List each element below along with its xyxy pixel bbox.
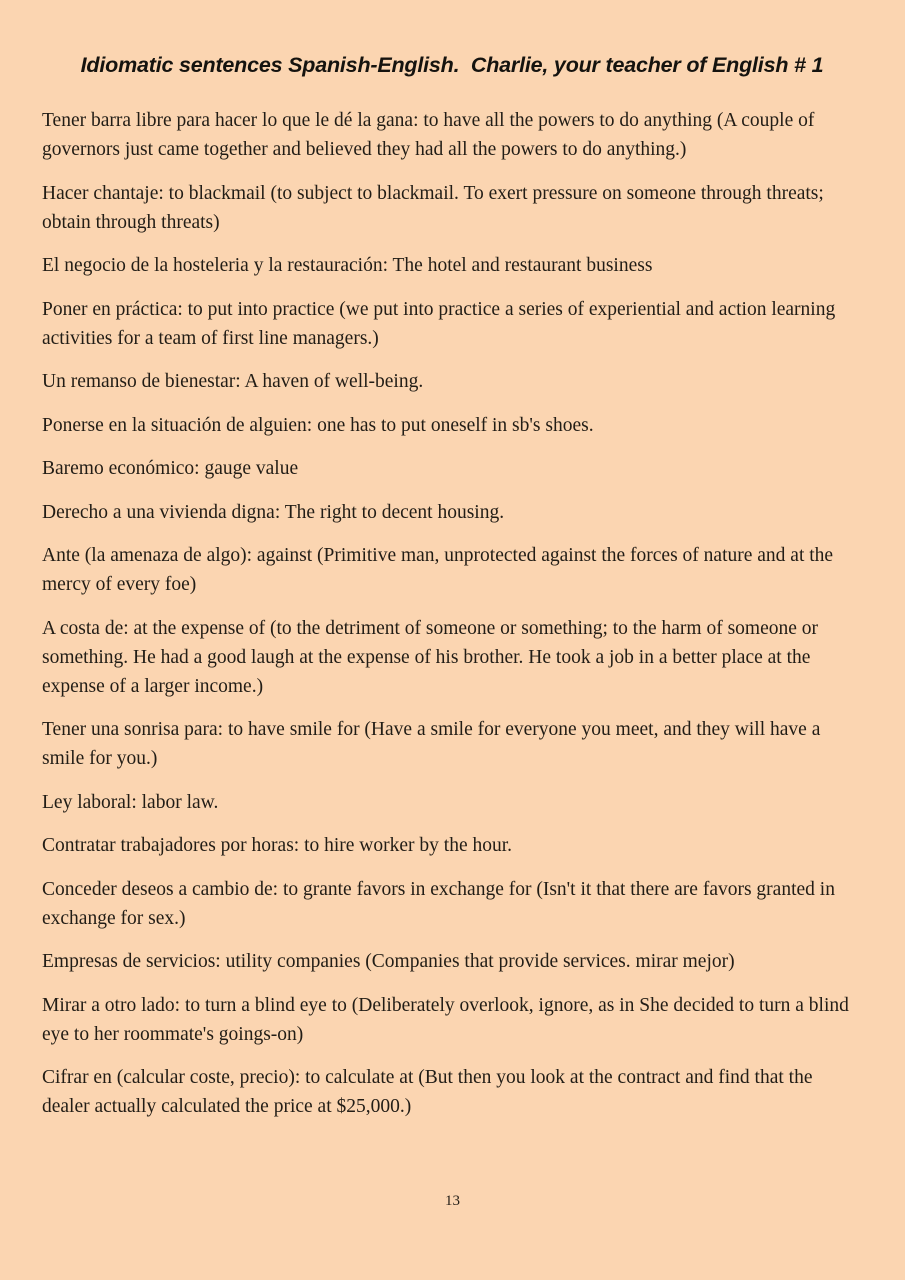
idiom-paragraph: Ponerse en la situación de alguien: one has to put oneself in sb's shoes. bbox=[42, 414, 594, 436]
page-title: Idiomatic sentences Spanish-English. Charlie, your teacher of English # 1 bbox=[80, 53, 824, 77]
idiom-paragraph: Cifrar en (calcular coste, precio): to calculate at (But then you look at the contract and find that the dealer actually calculated the price at $25,000.) bbox=[42, 1067, 813, 1117]
idiom-paragraph: Tener una sonrisa para: to have smile for (Have a smile for everyone you meet, and they will have a smile for you.) bbox=[42, 719, 821, 769]
idiom-paragraph: Tener barra libre para hacer lo que le dé la gana: to have all the powers to do anything (A couple of governors just came together and believed they had all the powers to do anything.) bbox=[42, 110, 815, 160]
idiom-paragraph: Derecho a una vivienda digna: The right to decent housing. bbox=[42, 501, 505, 523]
idiom-paragraph: Baremo económico: gauge value bbox=[42, 458, 299, 479]
idiom-paragraph: Mirar a otro lado: to turn a blind eye to (Deliberately overlook, ignore, as in She decided to turn a blind eye to her roommate's goings-on) bbox=[42, 994, 849, 1045]
idiom-paragraph: Poner en práctica: to put into practice (we put into practice a series of experiential and action learning activities for a team of first line managers.) bbox=[42, 298, 836, 349]
idiom-paragraph: Contratar trabajadores por horas: to hire worker by the hour. bbox=[42, 835, 513, 856]
idiom-paragraph: Empresas de servicios: utility companies (Companies that provide services. mirar mejor) bbox=[42, 951, 735, 972]
idiom-paragraph: Un remanso de bienestar: A haven of well-being. bbox=[42, 371, 424, 392]
idiom-paragraph: El negocio de la hosteleria y la restauración: The hotel and restaurant business bbox=[42, 255, 653, 276]
idiom-paragraph: Conceder deseos a cambio de: to grante favors in exchange for (Isn't it that there are favors granted in exchange for sex.) bbox=[42, 878, 835, 929]
idiom-paragraph: Ante (la amenaza de algo): against (Primitive man, unprotected against the forces of nature and at the mercy of every foe) bbox=[42, 545, 834, 595]
idiom-paragraph: A costa de: at the expense of (to the detriment of someone or something; to the harm of someone or something. He had a good laugh at the expense of his brother. He took a job in a better place at the expense of a larger income.) bbox=[42, 617, 819, 697]
page-number: 13 bbox=[445, 1193, 460, 1209]
idiom-paragraph: Ley laboral: labor law. bbox=[42, 791, 219, 813]
document-body bbox=[42, 106, 862, 1121]
idiom-paragraph: Hacer chantaje: to blackmail (to subject to blackmail. To exert pressure on someone through threats; obtain through threats) bbox=[42, 182, 824, 233]
